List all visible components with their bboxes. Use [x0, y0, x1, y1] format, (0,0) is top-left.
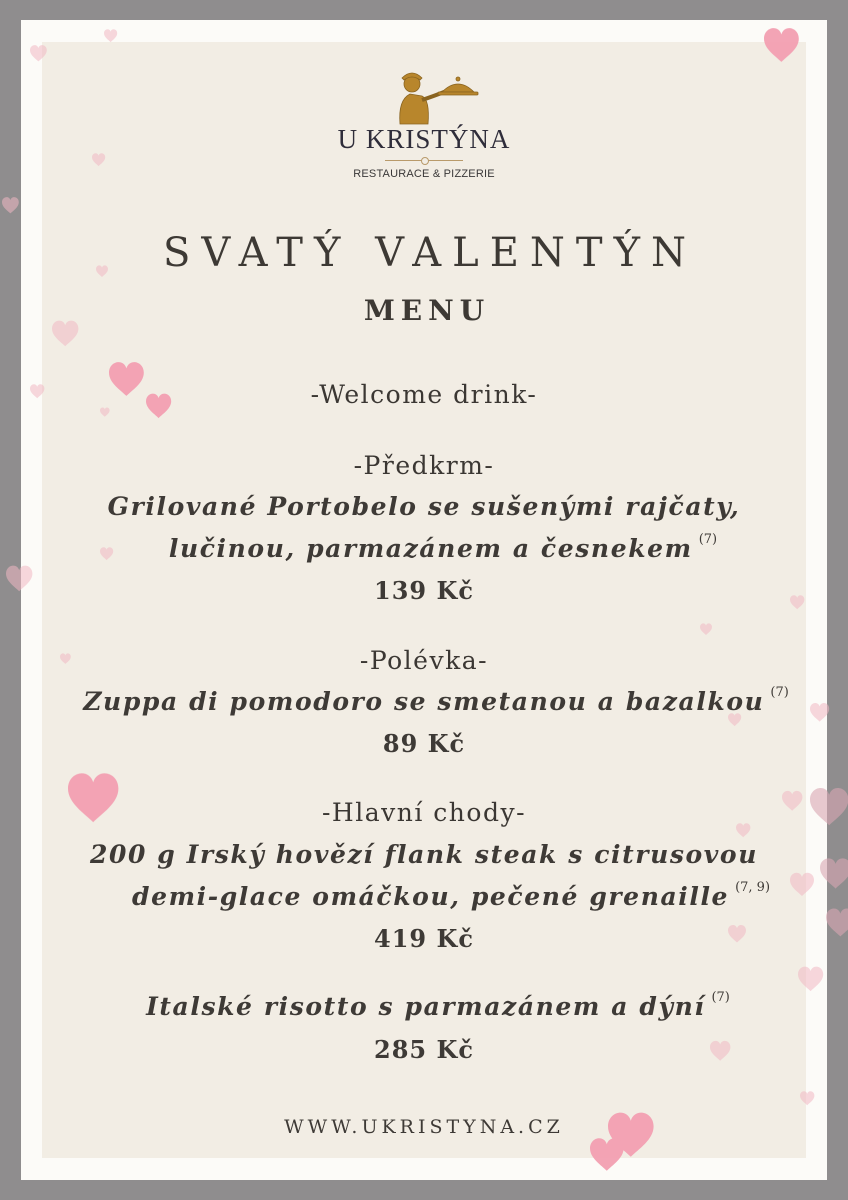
section-heading-soup: -Polévka-: [359, 646, 489, 675]
allergen-note: (7): [770, 685, 789, 700]
dish-line: [0, 992, 848, 1021]
allergen-note: (7): [711, 990, 730, 1005]
dish-line: Grilované Portobelo se sušenými rajčaty,: [107, 492, 741, 521]
page-subtitle: MENU: [363, 294, 491, 327]
section-heading-welcome-drink: -Welcome drink-: [310, 380, 538, 409]
page-title: SVATÝ VALENTÝN: [163, 230, 697, 276]
brand-divider-ornament: [421, 157, 429, 165]
allergen-note: (7): [698, 532, 718, 547]
dish-line-text: lučinou, parmazánem a česnekem: [168, 534, 693, 563]
dish-line: [0, 534, 848, 563]
waiter-logo-icon: [392, 70, 482, 128]
website-link[interactable]: WWW.UKRISTYNA.CZ: [284, 1116, 564, 1138]
dish-line: [0, 882, 848, 911]
dish-line-text: Zuppa di pomodoro se smetanou a bazalkou: [83, 687, 765, 716]
allergen-note: (7, 9): [735, 880, 771, 895]
dish-price: 139 Kč: [374, 576, 474, 605]
dish-price: 89 Kč: [382, 729, 466, 758]
section-heading-main-courses: -Hlavní chody-: [321, 798, 527, 827]
dish-line-text: demi-glace omáčkou, pečené grenaille: [131, 882, 730, 911]
brand-name: U KRISTÝNA: [337, 124, 511, 154]
brand-tagline: RESTAURACE & PIZZERIE: [353, 168, 495, 180]
dish-price: 419 Kč: [374, 924, 474, 953]
dish-price: 285 Kč: [374, 1035, 474, 1064]
section-heading-starter: -Předkrm-: [353, 451, 495, 480]
dish-line-text: Italské risotto s parmazánem a dýní: [146, 992, 706, 1021]
dish-line: [0, 687, 848, 716]
dish-line: 200 g Irský hovězí flank steak s citrusovou: [90, 840, 758, 869]
